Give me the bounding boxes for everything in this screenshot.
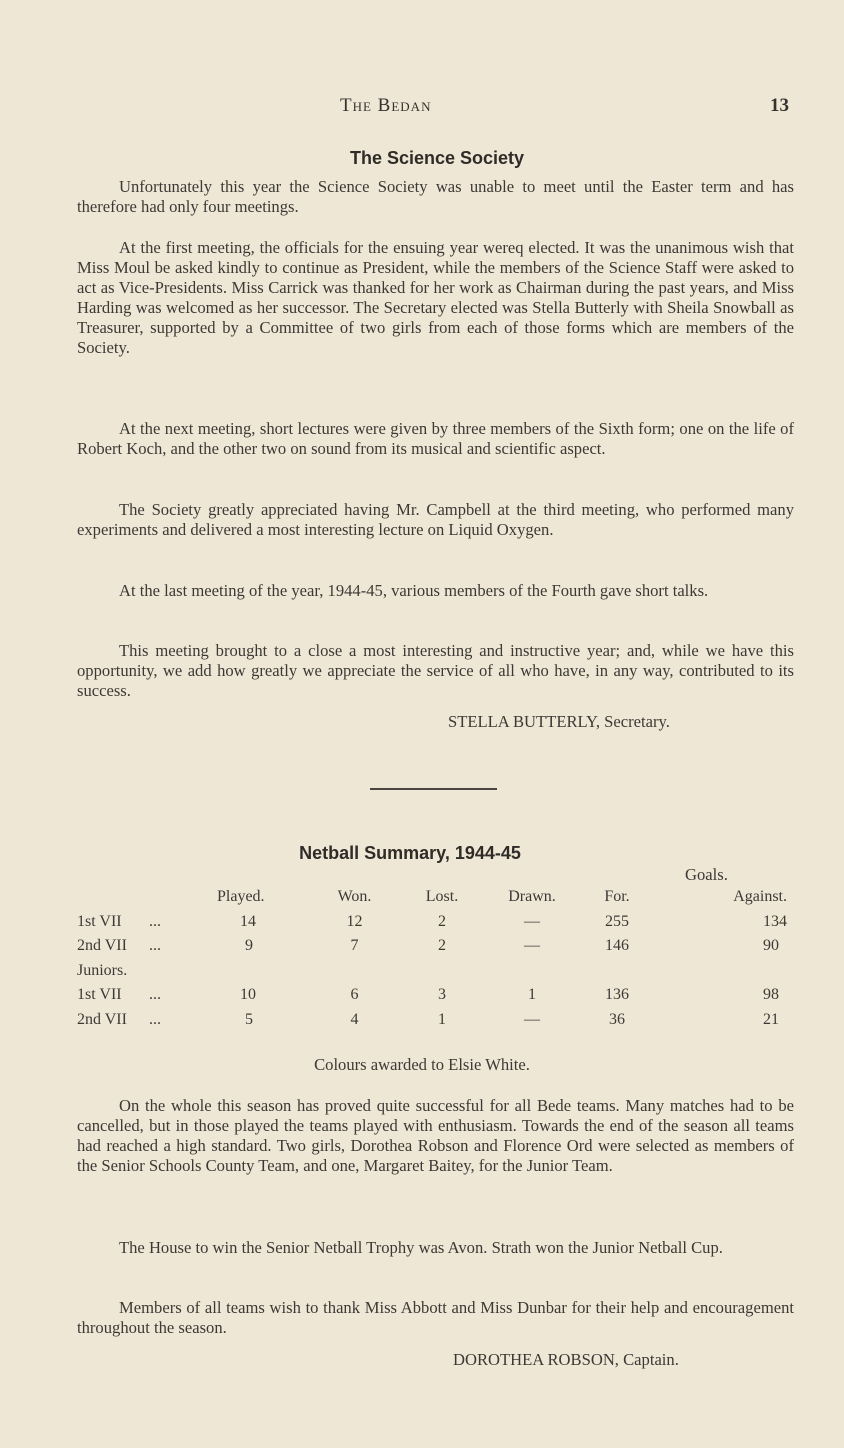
won-cell: 4 <box>350 1010 359 1028</box>
science-paragraph: The Society greatly appreciated having Mr. Campbell at the third meeting, who performed many experiments and delivered a most interesting lecture on Liquid Oxygen. <box>77 500 794 539</box>
for-cell: 36 <box>609 1010 625 1028</box>
won-cell: 6 <box>350 986 359 1004</box>
leader-dots: ... <box>149 1010 161 1028</box>
drawn-cell: — <box>524 937 540 955</box>
played-cell: 5 <box>245 1010 253 1028</box>
lost-cell: 2 <box>438 937 446 955</box>
netball-summary-table <box>77 885 787 1032</box>
against-cell: 98 <box>763 986 779 1004</box>
colours-note: Colours awarded to Elsie White. <box>314 1055 530 1074</box>
for-cell: 255 <box>605 912 629 930</box>
leader-dots: ... <box>149 937 161 955</box>
section-divider <box>370 788 497 790</box>
team-cell: 1st VII <box>77 986 122 1004</box>
goals-header: Goals. <box>685 865 728 884</box>
played-cell: 14 <box>240 912 256 930</box>
page-number: 13 <box>770 95 789 116</box>
netball-paragraph: Members of all teams wish to thank Miss Abbott and Miss Dunbar for their help and encouragement throughout the season. <box>77 1298 794 1337</box>
played-cell: 9 <box>245 937 253 955</box>
for-cell: 136 <box>605 986 629 1004</box>
column-header-won: Won. <box>337 888 372 906</box>
column-header-for: For. <box>604 888 630 906</box>
lost-cell: 3 <box>438 986 446 1004</box>
column-header-against: Against. <box>733 888 787 906</box>
netball-paragraph: On the whole this season has proved quite successful for all Bede teams. Many matches had to be cancelled, but in those played the teams played with enthusiasm. Towards the end of the season all teams had reached a high standard. Two girls, Dorothea Robson and Florence Ord were selected as members of the Senior Schools County Team, and one, Margaret Baitey, for the Junior Team. <box>77 1096 794 1175</box>
table-row <box>77 1008 787 1033</box>
column-header-played: Played. <box>217 888 265 906</box>
table-row <box>77 934 787 959</box>
science-paragraph: At the last meeting of the year, 1944-45, various members of the Fourth gave short talks. <box>119 581 709 600</box>
drawn-cell: 1 <box>528 986 536 1004</box>
running-head <box>0 95 844 125</box>
science-society-title: The Science Society <box>349 148 525 168</box>
group-label-juniors: Juniors. <box>77 961 128 979</box>
science-paragraph: Unfortunately this year the Science Society was unable to meet until the Easter term and has therefore had only four meetings. <box>77 177 794 216</box>
science-paragraph: At the first meeting, the officials for the ensuing year wereq elected. It was the unanimous wish that Miss Moul be asked kindly to continue as President, while the members of the Science Staff were asked to act as Vice-Presidents. Miss Carrick was thanked for her work as Chairman during the past years, and Miss Harding was welcomed as her successor. The Secretary elected was Stella Butterly with Sheila Snowball as Treasurer, supported by a Committee of two girls from each of those forms which are members of the Society. <box>77 238 794 357</box>
table-row-group-label <box>77 959 787 984</box>
science-paragraph: This meeting brought to a close a most interesting and instructive year; and, while we have this opportunity, we add how greatly we appreciate the service of all who have, in any way, contributed to its success. <box>77 641 794 700</box>
table-row <box>77 983 787 1008</box>
for-cell: 146 <box>605 937 629 955</box>
netball-title: Netball Summary, 1944-45 <box>299 843 521 863</box>
won-cell: 12 <box>346 912 363 930</box>
column-header-lost: Lost. <box>425 888 459 906</box>
won-cell: 7 <box>350 937 359 955</box>
column-header-dots <box>149 885 217 910</box>
table-header-row <box>77 885 787 910</box>
against-cell: 21 <box>763 1010 779 1028</box>
netball-signature: DOROTHEA ROBSON, Captain. <box>453 1350 679 1369</box>
column-header-drawn: Drawn. <box>508 888 556 906</box>
science-signature: STELLA BUTTERLY, Secretary. <box>448 712 670 731</box>
team-cell: 1st VII <box>77 912 122 930</box>
lost-cell: 2 <box>438 912 446 930</box>
team-cell: 2nd VII <box>77 1010 127 1028</box>
leader-dots: ... <box>149 912 161 930</box>
against-cell: 134 <box>763 912 787 930</box>
column-header-team <box>77 885 149 910</box>
drawn-cell: — <box>524 1010 540 1028</box>
lost-cell: 1 <box>438 1010 446 1028</box>
netball-paragraph: The House to win the Senior Netball Trophy was Avon. Strath won the Junior Netball Cup. <box>119 1238 723 1257</box>
running-title: The Bedan <box>340 95 432 116</box>
drawn-cell: — <box>524 912 540 930</box>
table-row <box>77 910 787 935</box>
against-cell: 90 <box>763 937 779 955</box>
science-paragraph: At the next meeting, short lectures were given by three members of the Sixth form; one on the life of Robert Koch, and the other two on sound from its musical and scientific aspect. <box>77 419 794 458</box>
leader-dots: ... <box>149 986 161 1004</box>
played-cell: 10 <box>240 986 256 1004</box>
team-cell: 2nd VII <box>77 937 127 955</box>
